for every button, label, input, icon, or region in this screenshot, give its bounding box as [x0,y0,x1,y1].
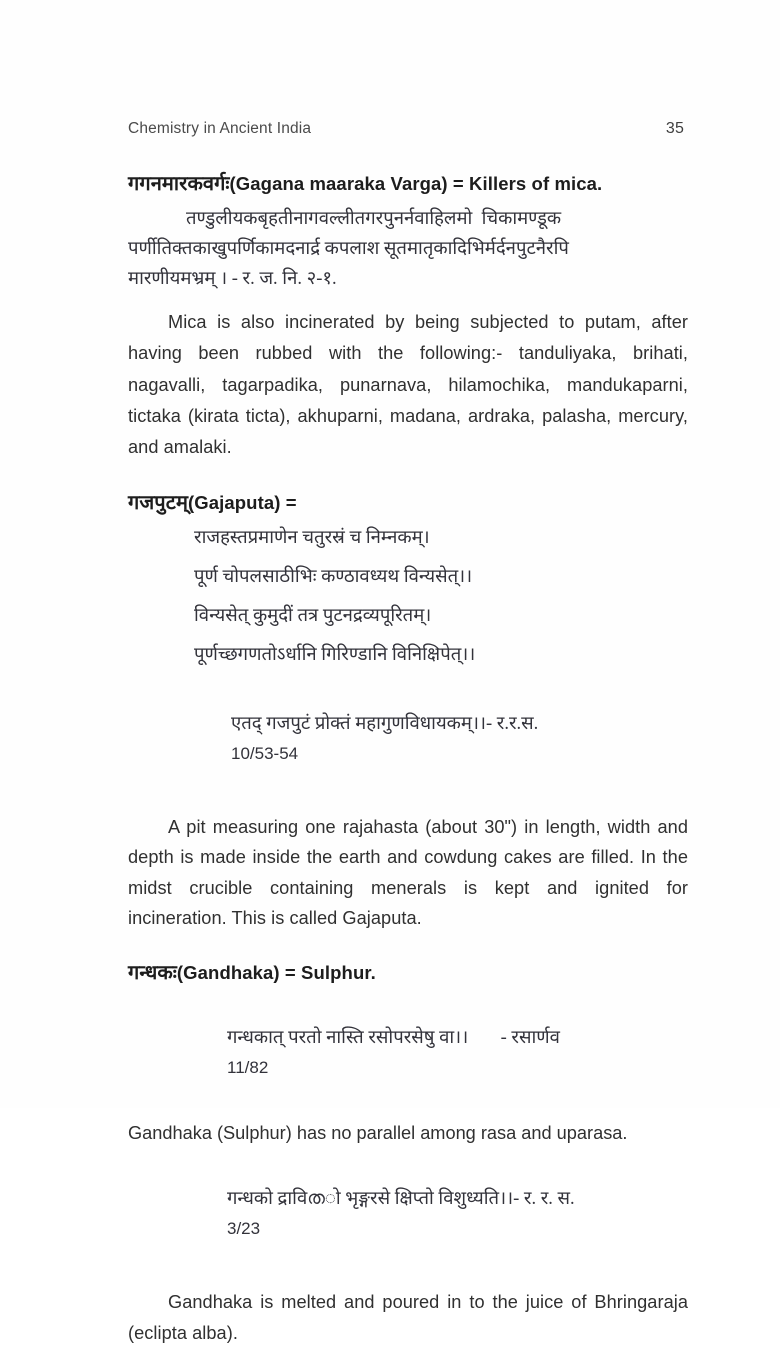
verse-reference-devanagari: - र.र.स. [485,714,539,735]
sanskrit-verse-line: मारणीयमभ्रम् । - र. ज. नि. २-१. [128,268,337,289]
heading-roman: (Gajaputa) = [188,492,297,514]
heading-devanagari: गजपुटम् [128,492,188,515]
sanskrit-verse-line-with-reference [194,680,688,800]
sanskrit-verse-block [190,1155,688,1275]
section-heading [128,959,688,988]
sanskrit-verse-line: पूर्ण चोपलसाठीभिः कण्ठावध्यथ विन्यसेत्।। [194,567,473,588]
section-heading [128,170,688,199]
running-head [128,120,688,138]
sanskrit-verse-line: पूर्णच्छगणतोऽर्धानि गिरिण्डानि विनिक्षिपेत्।। [194,645,476,666]
sanskrit-verse-block [194,524,688,800]
verse-reference-devanagari: - रसार्णव [500,1027,560,1048]
heading-devanagari: गगनमारकवर्गः [128,173,230,195]
section-gandhaka [128,959,688,1349]
translation-paragraph: A pit measuring one rajahasta (about 30") in length, width and depth is made inside the earth and cowdung cakes are filled. In the midst crucible containing menerals is kept and ignited for incineration. This is called Gajaputa. [128,817,688,928]
sanskrit-verse-line: राजहस्तप्रमाणेन चतुरस्रं च निम्नकम्। [194,528,430,549]
translation-paragraph: Mica is also incinerated by being subjected to putam, after having been rubbed with the following:- tanduliyaka, brihati, nagavalli, tagarpadika, punarnava, hilamochika, mandukaparni, tictaka (kirata ticta), akhuparni, madana, ardraka, palasha, mercury, and amalaki. [128,311,688,458]
section-gagana-maaraka-varga [128,170,688,463]
verse-reference-number: 10/53-54 [231,744,299,764]
verse-reference-devanagari: - र. र. स. [513,1188,575,1209]
section-heading [128,489,688,518]
book-title: Chemistry in Ancient India [128,120,312,137]
sanskrit-verse-line-with-reference [190,994,688,1114]
translation-paragraph: Gandhaka is melted and poured in to the juice of Bhringaraja (eclipta alba). [128,1291,688,1343]
page-number: 35 [665,120,684,137]
sanskrit-verse-line: पर्णीतिक्तकाखुपर्णिकामदनार्द्र कपलाश सूतमातृकादिभिर्मर्दनपुटनैरपि [128,238,569,259]
sanskrit-verse-text: गन्धकात् परतो नास्ति रसोपरसेषु वा।। [227,1027,469,1048]
sanskrit-verse-line: तण्डुलीयकबृहतीनागवल्लीतगरपुनर्नवाहिलमो चिकामण्डूक [186,209,562,229]
sanskrit-verse-line-with-reference [190,1155,688,1275]
section-gajaputa [128,489,688,933]
verse-reference-number: 11/82 [227,1057,269,1077]
sanskrit-verse-text: एतद् गजपुटं प्रोक्तं महागुणविधायकम्।। [231,714,486,735]
sanskrit-verse-line: विन्यसेत् कुमुदीं तत्र पुटनद्रव्यपूरितम्। [194,606,432,627]
heading-roman: (Gagana maaraka Varga) = Killers of mica. [229,173,603,194]
heading-devanagari: गन्धकः [128,961,177,984]
sanskrit-verse-block [190,994,688,1114]
heading-roman: (Gandhaka) = Sulphur. [176,961,376,983]
sanskrit-verse-block [128,205,688,295]
verse-reference-number: 3/23 [227,1218,261,1238]
translation-paragraph: Gandhaka (Sulphur) has no parallel among rasa and uparasa. [128,1122,628,1143]
sanskrit-verse-text: गन्धको द्राविതो भृङ्गरसे क्षिप्तो विशुध्यति।। [227,1188,514,1209]
